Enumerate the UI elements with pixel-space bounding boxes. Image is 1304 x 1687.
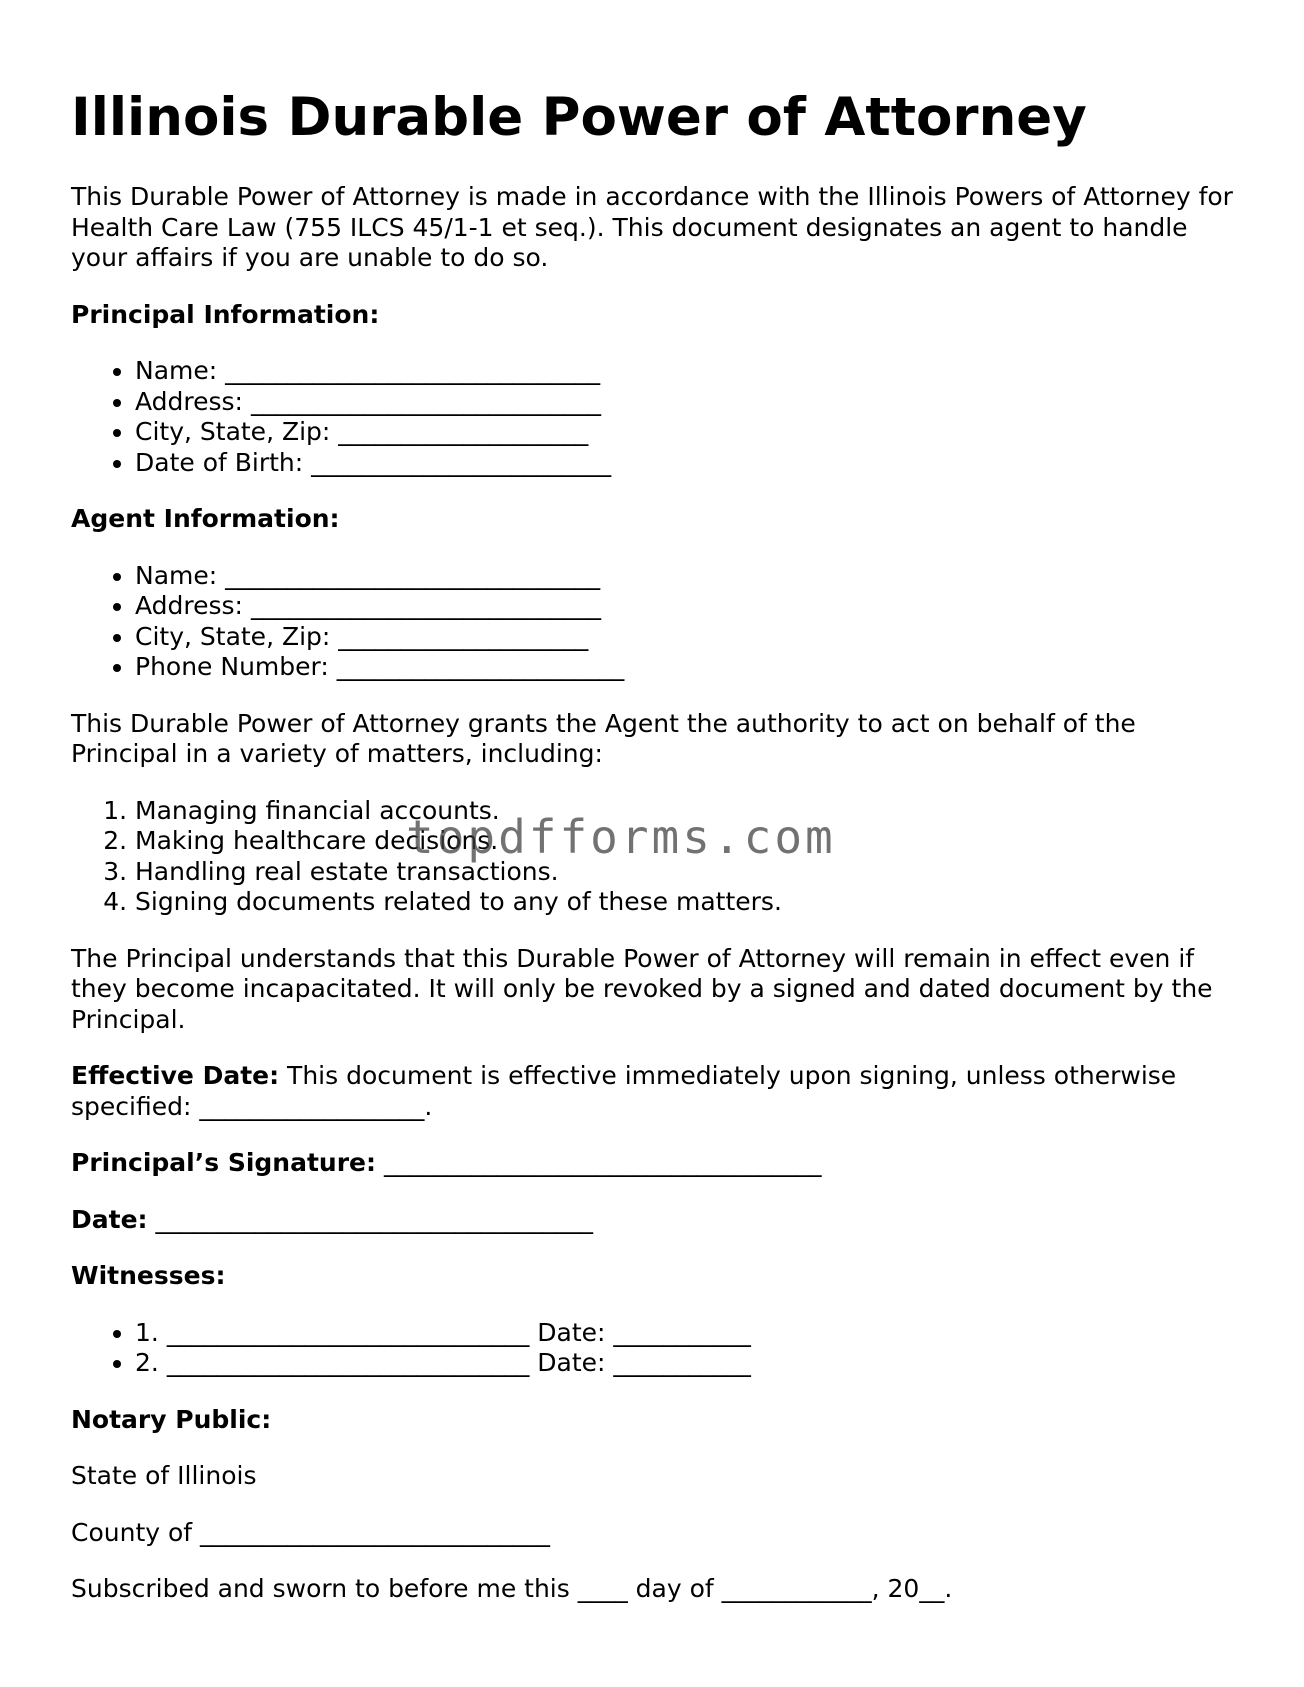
- power-item: 1. Managing financial accounts.: [135, 796, 1241, 827]
- field-blank: ____________________________: [250, 386, 601, 416]
- witness-blank: _____________________________: [166, 1348, 530, 1377]
- agent-fields-list: [71, 561, 1241, 683]
- field-blank: _______________________: [336, 652, 625, 681]
- field-blank: ______________________________: [225, 356, 601, 385]
- notary-heading: Notary Public:: [71, 1404, 272, 1434]
- signature-label: Principal’s Signature:: [71, 1148, 376, 1177]
- notary-sworn: Subscribed and sworn to before me this ____ day of ____________, 20__.: [71, 1574, 953, 1603]
- witness-date-label: Date:: [537, 1348, 606, 1377]
- agent-phone-field: [135, 652, 1241, 683]
- effective-date-paragraph: [71, 1061, 1241, 1122]
- field-label: City, State, Zip:: [135, 417, 331, 446]
- field-label: Phone Number:: [135, 652, 329, 681]
- signature-line: [71, 1148, 1241, 1179]
- powers-list: [71, 796, 1241, 918]
- principal-name-field: [135, 356, 1241, 387]
- notary-county: County of ____________________________: [71, 1517, 551, 1547]
- effective-date-label: Effective Date:: [71, 1061, 280, 1090]
- agent-name-field: [135, 561, 1241, 592]
- document-title: Illinois Durable Power of Attorney: [71, 87, 1087, 148]
- witness-date-blank: ___________: [613, 1317, 751, 1347]
- field-label: Name:: [135, 356, 218, 385]
- principal-heading: Principal Information:: [71, 299, 380, 329]
- document-page: [71, 86, 1241, 1631]
- witness-number: 2.: [135, 1348, 159, 1377]
- witnesses-heading: Witnesses:: [71, 1261, 226, 1290]
- agent-address-field: [135, 591, 1241, 622]
- principal-city-field: [135, 417, 1241, 448]
- field-label: Date of Birth:: [135, 447, 304, 477]
- field-blank: ____________________: [338, 417, 589, 446]
- date-label: Date:: [71, 1204, 148, 1234]
- witness-date-blank: ___________: [613, 1348, 751, 1377]
- principal-fields-list: [71, 356, 1241, 478]
- effective-date-text: This document is effective immediately upon signing, unless otherwise specified: __________________.: [71, 1061, 1177, 1121]
- field-blank: ______________________________: [225, 560, 601, 590]
- durability-paragraph: The Principal understands that this Durable Power of Attorney will remain in effect even if they become incapacitated. It will only be revoked by a signed and dated document by the Principal.: [71, 943, 1213, 1034]
- witness-blank: _____________________________: [166, 1317, 530, 1347]
- witnesses-list: [71, 1318, 1241, 1379]
- watermark: topdfforms.com: [406, 810, 836, 864]
- witness-item: [135, 1348, 1241, 1379]
- field-blank: ____________________: [338, 621, 589, 651]
- date-line: [71, 1205, 1241, 1236]
- agent-city-field: [135, 622, 1241, 653]
- date-blank: ___________________________________: [147, 1204, 593, 1234]
- field-label: City, State, Zip:: [135, 621, 331, 651]
- field-label: Address:: [135, 386, 243, 416]
- witness-number: 1.: [135, 1317, 159, 1347]
- signature-blank: ___________________________________: [376, 1148, 822, 1177]
- field-blank: ________________________: [311, 447, 612, 477]
- principal-dob-field: [135, 448, 1241, 479]
- agent-heading: Agent Information:: [71, 504, 340, 533]
- notary-state: State of Illinois: [71, 1461, 257, 1490]
- witness-item: [135, 1318, 1241, 1349]
- field-label: Name:: [135, 560, 218, 590]
- principal-address-field: [135, 387, 1241, 418]
- intro-paragraph: This Durable Power of Attorney is made in accordance with the Illinois Powers of Attorney for Health Care Law (755 ILCS 45/1-1 et seq.). This document designates an agent to handle your affairs if you are unable to do so.: [71, 182, 1233, 272]
- field-blank: ____________________________: [250, 591, 601, 620]
- field-label: Address:: [135, 591, 243, 620]
- grant-paragraph: This Durable Power of Attorney grants the Agent the authority to act on behalf of the Principal in a variety of matters, including:: [71, 708, 1136, 768]
- power-item: 2. Making healthcare decisions.: [135, 826, 1241, 857]
- power-item: 4. Signing documents related to any of these matters.: [135, 887, 1241, 918]
- witness-date-label: Date:: [537, 1317, 606, 1347]
- power-item: 3. Handling real estate transactions.: [135, 857, 1241, 888]
